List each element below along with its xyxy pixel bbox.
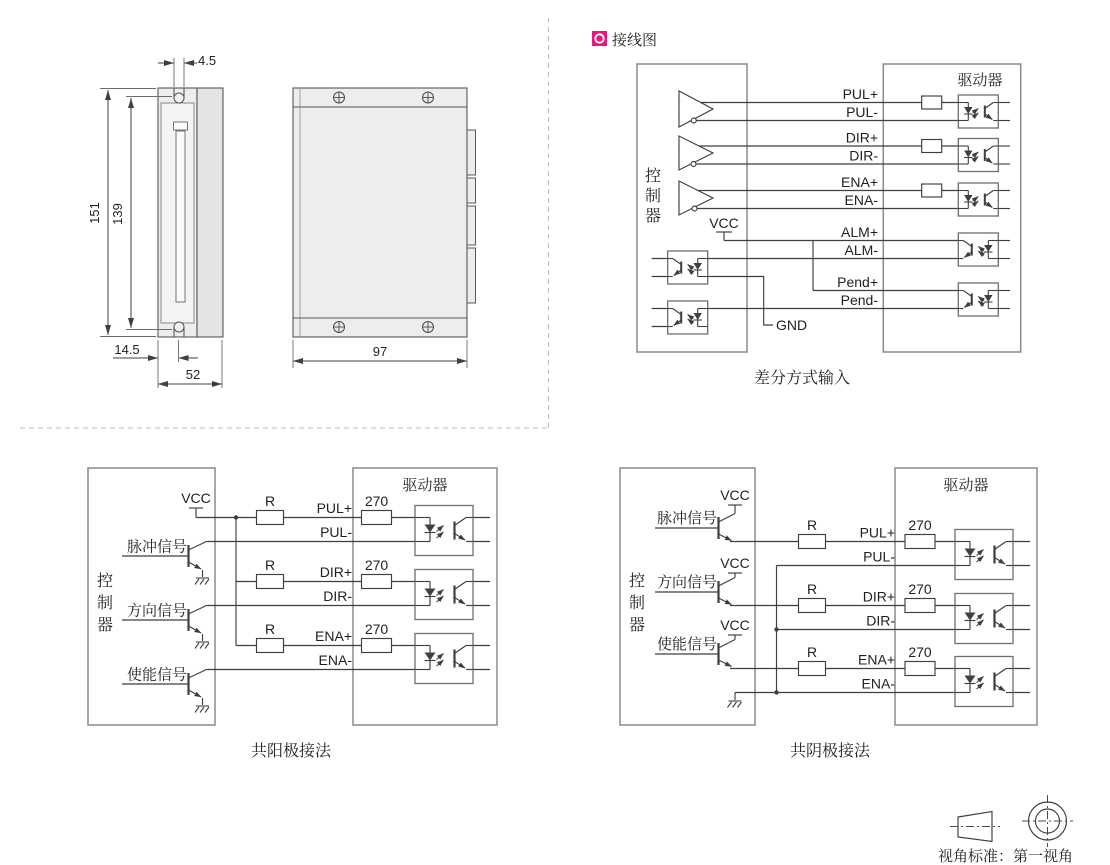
- r-label: R: [806, 644, 818, 660]
- controller-label: 制: [644, 188, 662, 205]
- resistor-270-icon: [362, 511, 392, 525]
- optocoupler-icon: [958, 95, 998, 128]
- signal-label-pend-minus: Pend-: [840, 292, 878, 308]
- section-bullet-icon: [592, 31, 607, 46]
- resistor-icon: [922, 184, 942, 197]
- caption-projection: 视角标准：第一视角: [938, 848, 1074, 865]
- signal-label-pul-minus: PUL-: [863, 548, 895, 565]
- r-label: R: [264, 493, 276, 509]
- signal-label-pul-minus: PUL-: [320, 524, 352, 540]
- optocoupler-icon: [955, 594, 1013, 644]
- vcc-label: VCC: [720, 617, 750, 633]
- r-label: R: [806, 517, 818, 533]
- vcc-label: VCC: [720, 487, 750, 503]
- screw-icon: [334, 322, 345, 333]
- resistor-icon: [922, 96, 942, 109]
- optocoupler-icon: [415, 634, 473, 684]
- ground-icon: [195, 706, 209, 713]
- input-label-pulse: 脉冲信号: [126, 538, 187, 556]
- resistor-icon: [799, 599, 826, 613]
- vcc-label: VCC: [720, 555, 750, 571]
- signal-label-ena-plus: ENA+: [315, 628, 352, 644]
- screw-icon: [334, 92, 345, 103]
- signal-label-alm-minus: ALM-: [844, 242, 878, 258]
- optocoupler-icon: [668, 251, 708, 284]
- ground-icon: [195, 642, 209, 649]
- driver-label: 驱动器: [943, 477, 989, 494]
- resistor-icon: [799, 662, 826, 676]
- controller-label: 器: [628, 617, 646, 634]
- side-view: [158, 88, 223, 337]
- gnd-label: GND: [776, 317, 808, 333]
- resistor-icon: [257, 511, 284, 525]
- signal-label-ena-plus: ENA+: [858, 651, 895, 668]
- input-label-direction: 方向信号: [126, 602, 187, 620]
- optocoupler-icon: [415, 506, 473, 556]
- signal-label-pul-minus: PUL-: [846, 104, 878, 120]
- vcc-label: VCC: [709, 215, 739, 231]
- driver-label: 驱动器: [957, 72, 1003, 89]
- controller-label: 控: [644, 168, 662, 185]
- resistor-270-icon: [905, 599, 935, 613]
- junction-dot: [774, 690, 778, 694]
- signal-label-dir-plus: DIR+: [862, 588, 895, 605]
- signal-label-dir-plus: DIR+: [845, 129, 878, 146]
- section-title: 接线图: [612, 32, 658, 49]
- junction-dot: [774, 627, 778, 631]
- signal-label-dir-minus: DIR-: [849, 147, 878, 164]
- screw-icon: [423, 92, 434, 103]
- input-label-direction: 方向信号: [656, 574, 717, 591]
- ground-icon: [195, 578, 209, 585]
- line-driver-icons: [679, 91, 713, 215]
- resistor-270-icon: [905, 535, 935, 549]
- signal-label-alm-plus: ALM+: [841, 224, 878, 240]
- optocoupler-icon: [958, 139, 998, 172]
- resistor-icon: [922, 140, 942, 153]
- caption-common-anode: 共阳极接法: [250, 743, 332, 760]
- dim-label-height-outer: 151: [87, 202, 102, 224]
- controller-label: 器: [644, 208, 662, 225]
- optocoupler-icon: [955, 530, 1013, 580]
- signal-label-dir-minus: DIR-: [323, 588, 352, 604]
- signal-label-ena-plus: ENA+: [841, 174, 878, 190]
- resistor-270-icon: [362, 575, 392, 589]
- signal-label-pul-plus: PUL+: [842, 86, 878, 102]
- optocoupler-icon: [955, 657, 1013, 707]
- differential-wiring-diagram: [637, 64, 1021, 387]
- signal-label-dir-minus: DIR-: [866, 612, 895, 629]
- resistor-270-icon: [362, 639, 392, 653]
- input-label-enable: 使能信号: [126, 666, 187, 684]
- signal-label-pend-plus: Pend+: [837, 274, 878, 290]
- optocoupler-icon: [958, 233, 998, 266]
- dim-label-depth: 52: [185, 367, 201, 382]
- ground-icon: [728, 701, 742, 708]
- resistor-icon: [799, 535, 826, 549]
- section-header: [592, 31, 657, 49]
- common-cathode-diagram: [620, 468, 1037, 760]
- r270-label: 270: [908, 581, 932, 597]
- screw-icon: [423, 322, 434, 333]
- optocoupler-icon: [668, 301, 708, 334]
- dim-label-foot-offset: 14.5: [114, 342, 140, 357]
- resistor-icon: [257, 639, 284, 653]
- signal-label-ena-minus: ENA-: [861, 675, 895, 692]
- vcc-label: VCC: [181, 490, 211, 506]
- optocoupler-icon: [415, 570, 473, 620]
- dim-label-slot-width: 4.5: [198, 53, 217, 68]
- r270-label: 270: [908, 644, 932, 660]
- dim-label-hole-pitch: 139: [110, 203, 125, 225]
- signal-label-dir-plus: DIR+: [319, 564, 352, 580]
- controller-label: 器: [96, 617, 114, 634]
- controller-label: 控: [96, 573, 114, 590]
- r-label: R: [264, 557, 276, 573]
- common-anode-diagram: [88, 468, 497, 760]
- optocoupler-icon: [958, 183, 998, 216]
- front-view: [293, 88, 476, 337]
- mechanical-drawing: [87, 53, 476, 388]
- caption-common-cathode: 共阴极接法: [789, 743, 871, 760]
- r270-label: 270: [908, 517, 932, 533]
- signal-label-ena-minus: ENA-: [318, 652, 352, 668]
- projection-standard: [938, 795, 1073, 865]
- optocoupler-icon: [958, 283, 998, 316]
- resistor-icon: [257, 575, 284, 589]
- controller-label: 制: [96, 595, 114, 612]
- signal-label-ena-minus: ENA-: [844, 192, 878, 208]
- signal-label-pul-plus: PUL+: [316, 500, 352, 516]
- controller-label: 制: [628, 595, 646, 612]
- r-label: R: [806, 581, 818, 597]
- dim-label-front-width: 97: [372, 344, 388, 359]
- junction-dot: [234, 515, 238, 519]
- controller-label: 控: [628, 573, 646, 590]
- resistor-270-icon: [905, 662, 935, 676]
- caption-differential: 差分方式输入: [753, 370, 851, 387]
- r270-label: 270: [364, 557, 389, 573]
- r270-label: 270: [364, 493, 389, 509]
- input-label-enable: 使能信号: [656, 636, 717, 653]
- r270-label: 270: [364, 621, 389, 637]
- driver-label: 驱动器: [402, 477, 448, 494]
- differential-wires: [652, 103, 1010, 327]
- signal-label-pul-plus: PUL+: [859, 524, 895, 541]
- input-label-pulse: 脉冲信号: [656, 510, 717, 527]
- r-label: R: [264, 621, 276, 637]
